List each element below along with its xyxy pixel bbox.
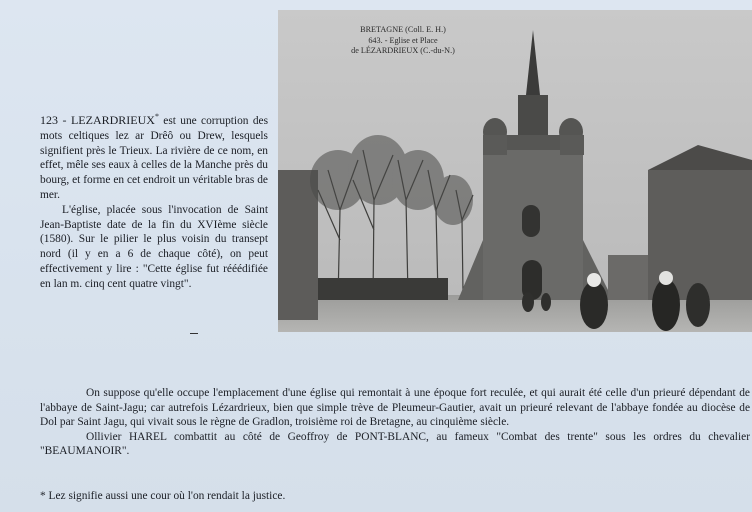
- body-text: [40, 386, 750, 459]
- photo-caption: [318, 25, 488, 57]
- short-dash: [190, 333, 198, 334]
- caption-line-1: BRETAGNE (Coll. E. H.): [360, 25, 446, 34]
- footnote: * Lez signifie aussi une cour où l'on rendait la justice.: [40, 490, 286, 502]
- entry-paragraph-1-text: est une corruption des mots celtiques lez ar Drêô ou Drew, lesquels signifient près le Trieux. La rivière de ce nom, en effet, mêle ses eaux à celles de la Manche près du bourg, et forme en cet endroit un véritable bras de mer.: [40, 115, 269, 201]
- footnote-mark: *: [154, 112, 159, 121]
- caption-line-3: de LÉZARDRIEUX (C.-du-N.): [351, 46, 455, 55]
- entry-number: 123 - LEZARDRIEUX: [40, 113, 155, 127]
- entry-text: [40, 113, 268, 292]
- entry-heading: [40, 113, 159, 127]
- church-photograph: [278, 10, 752, 332]
- entry-paragraph-1: [40, 113, 268, 203]
- caption-line-2: 643. - Eglise et Place: [368, 35, 438, 45]
- body-paragraph-2: Ollivier HAREL combattit au côté de Geoffroy de PONT-BLANC, au fameux "Combat des trente" sous les ordres du chevalier "BEAUMANOIR".: [40, 430, 750, 458]
- church-photo-image: [278, 10, 752, 332]
- body-paragraph-1: On suppose qu'elle occupe l'emplacement d'une église qui remontait à une époque fort reculée, et qui aurait été celle d'un prieuré dépendant de l'abbaye de Saint-Jagu; car autrefois Lézardrieux, bien que simple trève de Pleumeur-Gautier, avait un prieuré relevant de l'abbaye fondée au diocèse de Dol par Saint Jagu, qui vivait sous le règne de Gradlon, troisième roi de Bretagne, au cinquième siècle.: [40, 387, 750, 429]
- entry-paragraph-2: L'église, placée sous l'invocation de Saint Jean-Baptiste date de la fin du XVIème siècle (1580). Sur le pilier le plus voisin du transept nord (il y en a 6 de chaque côté), on peut effectivement y lire : "Cette église fut rééédifiée en lan m. cinq cent quatre vingt".: [40, 203, 268, 290]
